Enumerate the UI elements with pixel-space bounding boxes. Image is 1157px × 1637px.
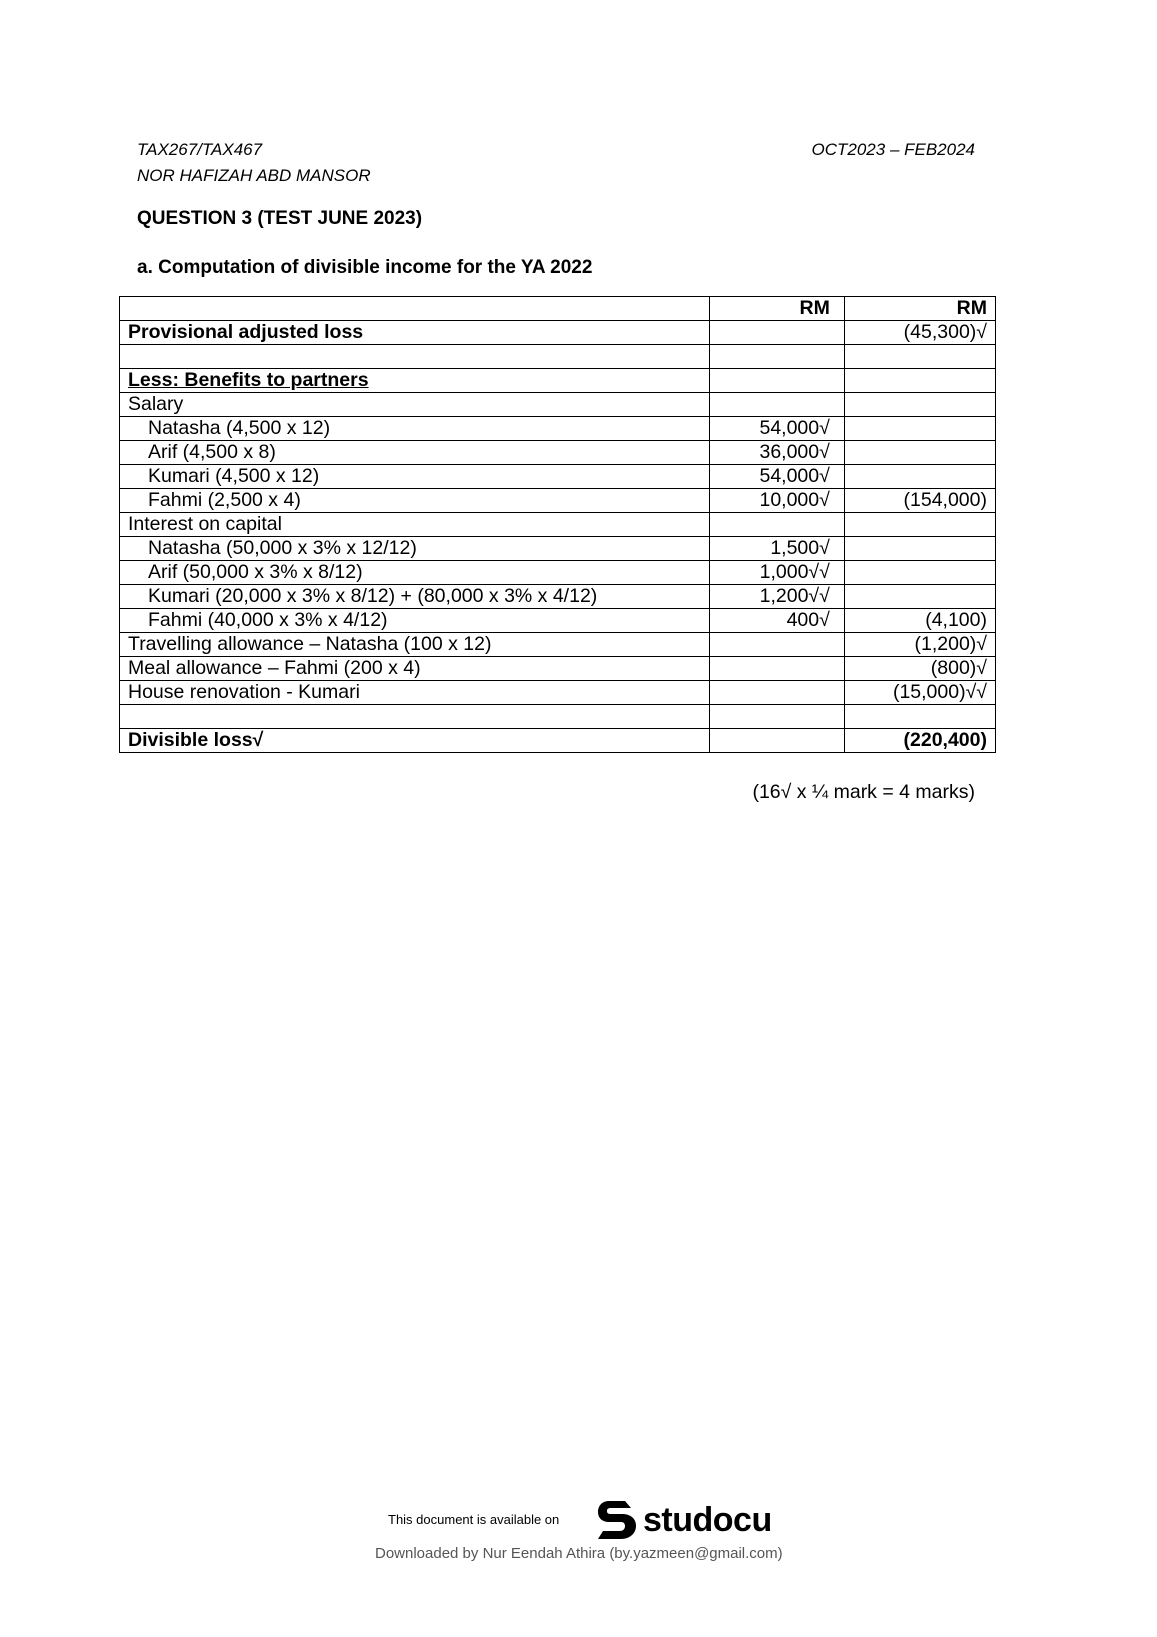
- row-mid: 1,200√√: [709, 585, 844, 609]
- table-row: [120, 561, 996, 585]
- row-right: (800)√: [844, 657, 995, 681]
- row-right: [844, 369, 995, 393]
- section-title: a. Computation of divisible income for the YA 2022: [137, 257, 593, 278]
- table-row: [120, 657, 996, 681]
- downloaded-by: Downloaded by Nur Eendah Athira (by.yazmeen@gmail.com): [375, 1545, 783, 1562]
- divisible-income-table: [119, 296, 996, 753]
- row-label: Provisional adjusted loss: [120, 321, 710, 345]
- row-label: Kumari (4,500 x 12): [120, 465, 710, 489]
- row-right: (1,200)√: [844, 633, 995, 657]
- table-row: [120, 369, 996, 393]
- table-row: [120, 417, 996, 441]
- row-label: House renovation - Kumari: [120, 681, 710, 705]
- row-label: Arif (50,000 x 3% x 8/12): [120, 561, 710, 585]
- row-right: [844, 585, 995, 609]
- row-right: [844, 393, 995, 417]
- row-mid: [709, 705, 844, 729]
- row-label: Fahmi (40,000 x 3% x 4/12): [120, 609, 710, 633]
- table-row: [120, 537, 996, 561]
- studocu-icon: [595, 1497, 639, 1543]
- header-cell-label: [120, 297, 710, 321]
- row-label: Travelling allowance – Natasha (100 x 12): [120, 633, 710, 657]
- row-mid: [709, 729, 844, 753]
- row-label: [120, 705, 710, 729]
- row-label: Divisible loss√: [120, 729, 710, 753]
- row-right: (220,400): [844, 729, 995, 753]
- table-row: [120, 393, 996, 417]
- table-row: [120, 681, 996, 705]
- row-mid: [709, 393, 844, 417]
- row-right: (45,300)√: [844, 321, 995, 345]
- table-row: [120, 633, 996, 657]
- header-cell-rm-2: RM: [844, 297, 995, 321]
- studocu-logo[interactable]: [595, 1497, 772, 1543]
- row-label: Natasha (4,500 x 12): [120, 417, 710, 441]
- available-text: This document is available on: [388, 1512, 560, 1527]
- row-mid: [709, 657, 844, 681]
- table-row: [120, 609, 996, 633]
- row-right: [844, 465, 995, 489]
- row-mid: 1,500√: [709, 537, 844, 561]
- table-row: [120, 489, 996, 513]
- studocu-logo-text: studocu: [643, 1500, 772, 1539]
- table-row: [120, 513, 996, 537]
- row-right: (154,000): [844, 489, 995, 513]
- session-label: OCT2023 – FEB2024: [811, 140, 975, 159]
- table-header-row: [120, 297, 996, 321]
- row-label: [120, 345, 710, 369]
- row-right: [844, 441, 995, 465]
- row-label: Arif (4,500 x 8): [120, 441, 710, 465]
- table-row: [120, 441, 996, 465]
- row-mid: [709, 345, 844, 369]
- question-title: QUESTION 3 (TEST JUNE 2023): [137, 208, 423, 229]
- author-name: NOR HAFIZAH ABD MANSOR: [137, 166, 371, 185]
- row-right: (4,100): [844, 609, 995, 633]
- row-right: [844, 417, 995, 441]
- row-label: Meal allowance – Fahmi (200 x 4): [120, 657, 710, 681]
- row-right: [844, 537, 995, 561]
- row-mid: 400√: [709, 609, 844, 633]
- table-row-total: [120, 729, 996, 753]
- row-right: (15,000)√√: [844, 681, 995, 705]
- table-row: [120, 705, 996, 729]
- row-label: Interest on capital: [120, 513, 710, 537]
- row-right: [844, 561, 995, 585]
- row-label: Natasha (50,000 x 3% x 12/12): [120, 537, 710, 561]
- row-right: [844, 513, 995, 537]
- table-row: [120, 321, 996, 345]
- row-mid: 54,000√: [709, 465, 844, 489]
- row-label: Kumari (20,000 x 3% x 8/12) + (80,000 x 3% x 4/12): [120, 585, 710, 609]
- table-row: [120, 465, 996, 489]
- row-mid: [709, 369, 844, 393]
- row-mid: 10,000√: [709, 489, 844, 513]
- row-label: Fahmi (2,500 x 4): [120, 489, 710, 513]
- header-cell-rm-1: RM: [709, 297, 844, 321]
- row-mid: 54,000√: [709, 417, 844, 441]
- row-mid: [709, 681, 844, 705]
- row-mid: [709, 321, 844, 345]
- table-row: [120, 345, 996, 369]
- row-label: Salary: [120, 393, 710, 417]
- row-mid: 36,000√: [709, 441, 844, 465]
- row-label: Less: Benefits to partners: [120, 369, 710, 393]
- marks-note: (16√ x ¼ mark = 4 marks): [752, 781, 975, 803]
- row-mid: [709, 633, 844, 657]
- row-mid: 1,000√√: [709, 561, 844, 585]
- table-row: [120, 585, 996, 609]
- row-right: [844, 705, 995, 729]
- row-mid: [709, 513, 844, 537]
- course-code: TAX267/TAX467: [137, 140, 263, 159]
- row-right: [844, 345, 995, 369]
